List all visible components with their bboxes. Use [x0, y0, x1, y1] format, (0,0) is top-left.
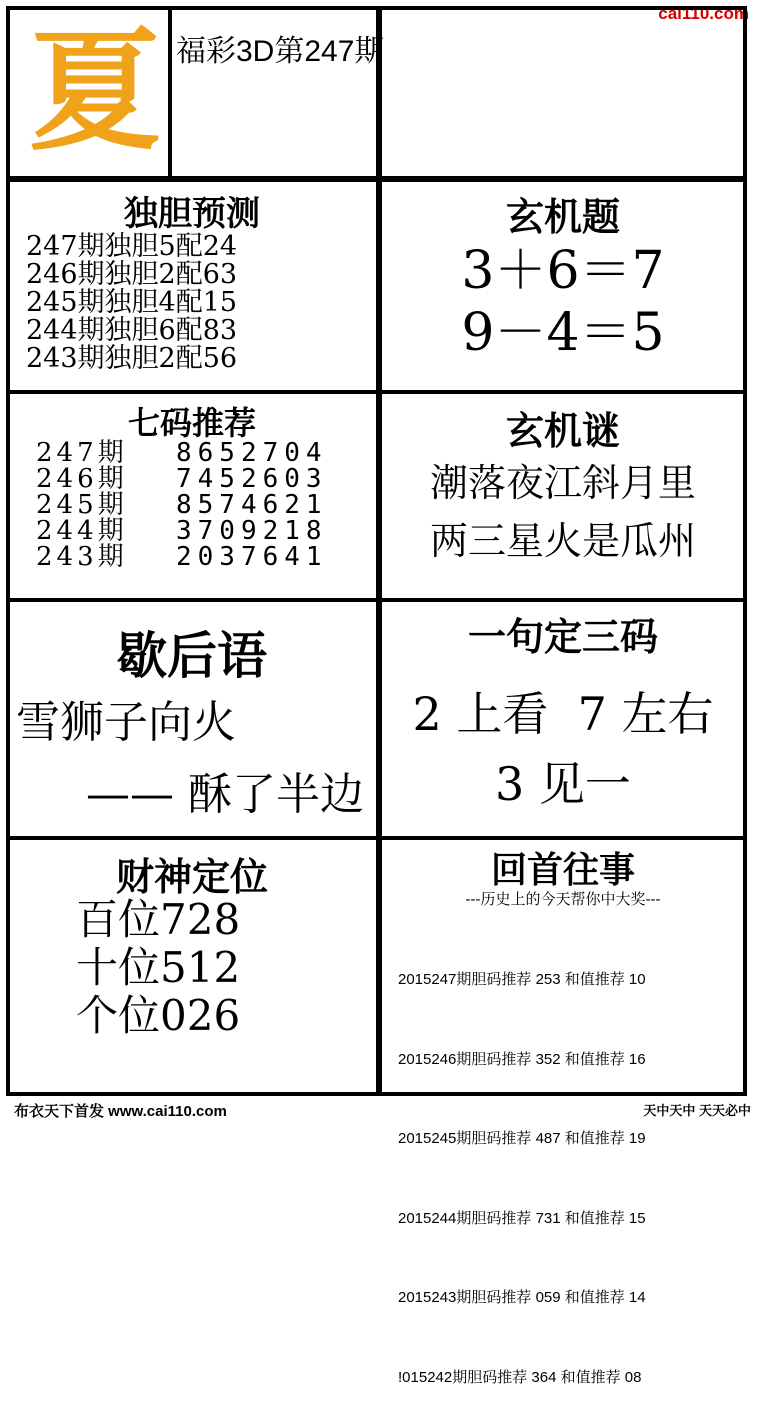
dudan-list	[26, 233, 237, 373]
xiehouyu-title: 歇后语	[117, 626, 267, 685]
caishen-title: 财神定位	[115, 854, 268, 899]
divider	[6, 390, 747, 394]
list-item: 2015247期胆码推荐 253 和值推荐 10	[398, 971, 646, 988]
yiju-title: 一句定三码	[467, 614, 658, 659]
xuanji-ti-title: 玄机题	[505, 194, 620, 239]
list-item: 十位512	[76, 943, 241, 992]
list-item: 243期独胆2配56	[26, 343, 238, 374]
list-item: 246期独胆2配63	[26, 259, 238, 290]
huishou-list	[398, 914, 646, 1418]
list-item: 百位728	[76, 895, 241, 944]
xuanji-mi-title: 玄机谜	[505, 408, 620, 453]
divider	[6, 176, 747, 182]
table-row: 247期 8652704	[36, 438, 328, 468]
table-row: 246期 7452603	[36, 464, 328, 494]
footer-left[interactable]: 布衣天下首发 www.cai110.com	[14, 1103, 227, 1120]
table-row: 245期 8574621	[36, 490, 328, 520]
xuanji-mi-lines	[382, 454, 744, 570]
issue-title: 福彩3D第247期	[176, 35, 385, 68]
dudan-title: 独胆预测	[124, 194, 260, 234]
caishen-list	[76, 896, 240, 1040]
list-item: 2015243期胆码推荐 059 和值推荐 14	[398, 1289, 646, 1306]
riddle-line: 潮落夜江斜月里	[429, 461, 696, 505]
list-item: 244期独胆6配83	[26, 315, 238, 346]
yiju-line1: 2 上看 7 左右	[412, 687, 714, 741]
list-item: 2015245期胆码推荐 487 和值推荐 19	[398, 1130, 646, 1147]
divider	[6, 598, 747, 602]
yiju-line2: 3 见一	[495, 757, 631, 811]
equation-line: 3＋6＝7	[461, 241, 665, 301]
list-item: 247期独胆5配24	[26, 231, 238, 262]
table-row: 244期 3709218	[36, 516, 328, 546]
huishou-title: 回首往事	[490, 849, 635, 891]
footer-right: 天中天中 天天必中	[643, 1103, 751, 1118]
list-item: 个位026	[76, 991, 241, 1040]
huishou-subtitle: ---历史上的今天帮你中大奖---	[465, 891, 661, 908]
list-item: !015242期胆码推荐 364 和值推荐 08	[398, 1368, 642, 1386]
list-item: 2015244期胆码推荐 731 和值推荐 15	[398, 1209, 646, 1227]
divider	[6, 836, 747, 840]
qima-table	[36, 440, 328, 570]
table-row: 243期 2037641	[36, 542, 328, 572]
xuanji-ti-lines	[382, 240, 744, 364]
list-item: 2015246期胆码推荐 352 和值推荐 16	[398, 1050, 646, 1068]
site-badge[interactable]: cai110.com	[654, 4, 753, 24]
equation-line: 9－4＝5	[461, 303, 665, 363]
logo-char: 夏	[29, 14, 161, 169]
xiehouyu-line1: 雪狮子向火	[16, 697, 236, 748]
riddle-line: 两三星火是瓜州	[429, 519, 696, 563]
list-item: 245期独胆4配15	[26, 287, 238, 318]
xiehouyu-line2: —— 酥了半边	[86, 769, 364, 820]
qima-title: 七码推荐	[127, 404, 256, 442]
